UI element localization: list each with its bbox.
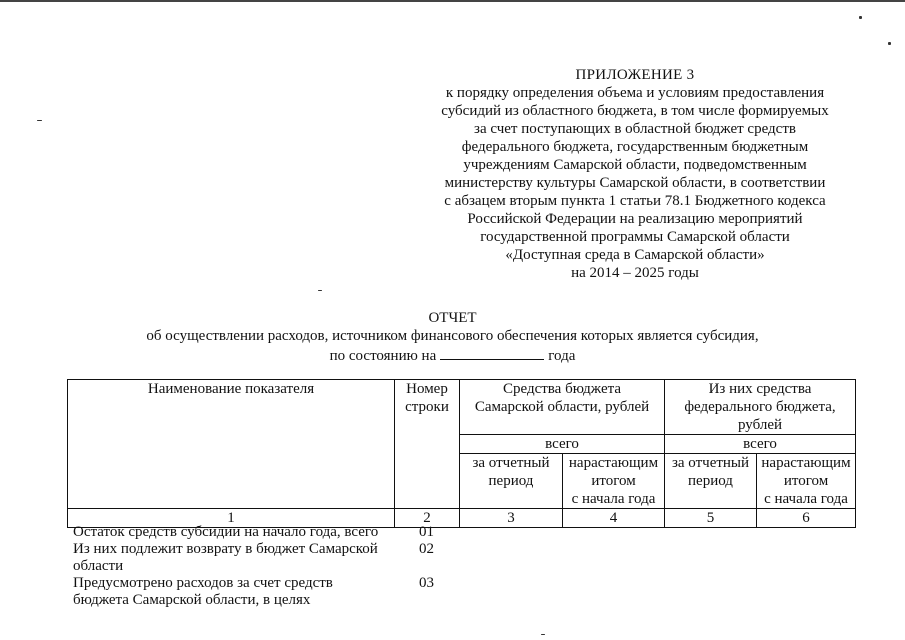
header-regional-total: всего (460, 435, 665, 454)
header-row-number (395, 380, 460, 509)
header-cumulative-line: с начала года (764, 491, 848, 507)
column-number: 3 (460, 509, 563, 528)
header-period-line: за отчетный (671, 455, 750, 471)
header-period-line: за отчетный (472, 455, 550, 471)
report-date-prefix: по состоянию на (329, 348, 437, 364)
appendix-line: «Доступная среда в Самарской области» (505, 247, 765, 263)
column-number: 5 (665, 509, 757, 528)
row-label: Из них подлежит возврату в бюджет Самарской (73, 541, 378, 557)
appendix-line: за счет поступающих в областной бюджет средств (474, 121, 796, 137)
appendix-line: учреждениям Самарской области, подведомственным (463, 157, 807, 173)
header-period-line: период (688, 473, 733, 489)
header-cumulative-line: с начала года (571, 491, 656, 507)
row-code: 02 (419, 541, 434, 557)
appendix-line: государственной программы Самарской области (480, 229, 790, 245)
header-regional-cumulative (563, 454, 665, 509)
row-code: 01 (419, 524, 434, 540)
scan-speck (541, 634, 545, 635)
header-regional-line: Средства бюджета (502, 381, 622, 397)
row-label: области (73, 558, 124, 574)
appendix-line: субсидий из областного бюджета, в том числе формируемых (441, 103, 829, 119)
header-regional-line: Самарской области, рублей (474, 399, 650, 415)
scan-speck (37, 120, 42, 121)
column-number: 2 (395, 509, 460, 528)
header-cumulative-line: итогом (783, 473, 829, 489)
appendix-block (420, 66, 850, 282)
appendix-line: на 2014 – 2025 годы (571, 265, 699, 281)
row-label: Предусмотрено расходов за счет средств (73, 575, 333, 591)
row-label: Остаток средств субсидии на начало года, всего (73, 524, 379, 540)
row-label: бюджета Самарской области, в целях (73, 592, 311, 608)
report-title: ОТЧЕТ (428, 310, 477, 326)
column-number: 1 (68, 509, 395, 528)
row-code: 03 (419, 575, 434, 591)
header-row-number-line: строки (405, 399, 449, 415)
report-rows (73, 524, 473, 609)
column-number: 6 (757, 509, 856, 528)
header-federal-cumulative (757, 454, 856, 509)
header-federal-line: федерального бюджета, (684, 399, 836, 415)
report-header (0, 309, 905, 365)
header-indicator: Наименование показателя (68, 380, 395, 509)
header-regional-budget (460, 380, 665, 435)
column-number: 4 (563, 509, 665, 528)
report-table (67, 379, 856, 528)
appendix-line: с абзацем вторым пункта 1 статьи 78.1 Бюджетного кодекса (444, 193, 826, 209)
header-cumulative-line: нарастающим (568, 455, 659, 471)
table-row (73, 575, 473, 609)
scan-speck (318, 290, 322, 291)
report-subtitle: об осуществлении расходов, источником финансового обеспечения которых является субсидия, (146, 328, 759, 344)
header-federal-line: рублей (737, 417, 783, 433)
scan-speck (859, 16, 862, 19)
report-date-suffix: года (548, 348, 576, 364)
appendix-line: Российской Федерации на реализацию мероприятий (467, 211, 803, 227)
table-row (73, 524, 473, 541)
report-date-blank[interactable] (440, 345, 544, 360)
header-federal-period (665, 454, 757, 509)
report-date-line (0, 345, 905, 365)
header-cumulative-line: нарастающим (761, 455, 851, 471)
appendix-line: к порядку определения объема и условиям предоставления (445, 85, 825, 101)
appendix-heading: ПРИЛОЖЕНИЕ 3 (575, 67, 695, 83)
header-regional-period (460, 454, 563, 509)
appendix-line: министерству культуры Самарской области, в соответствии (444, 175, 826, 191)
header-federal-line: Из них средства (708, 381, 812, 397)
header-row-number-line: Номер (406, 381, 448, 397)
header-federal-total: всего (665, 435, 856, 454)
appendix-line: федерального бюджета, государственным бюджетным (461, 139, 809, 155)
header-cumulative-line: итогом (591, 473, 636, 489)
header-federal-budget (665, 380, 856, 435)
header-period-line: период (488, 473, 534, 489)
table-row (73, 541, 473, 575)
scan-top-border (0, 0, 905, 2)
scan-speck (888, 42, 891, 45)
